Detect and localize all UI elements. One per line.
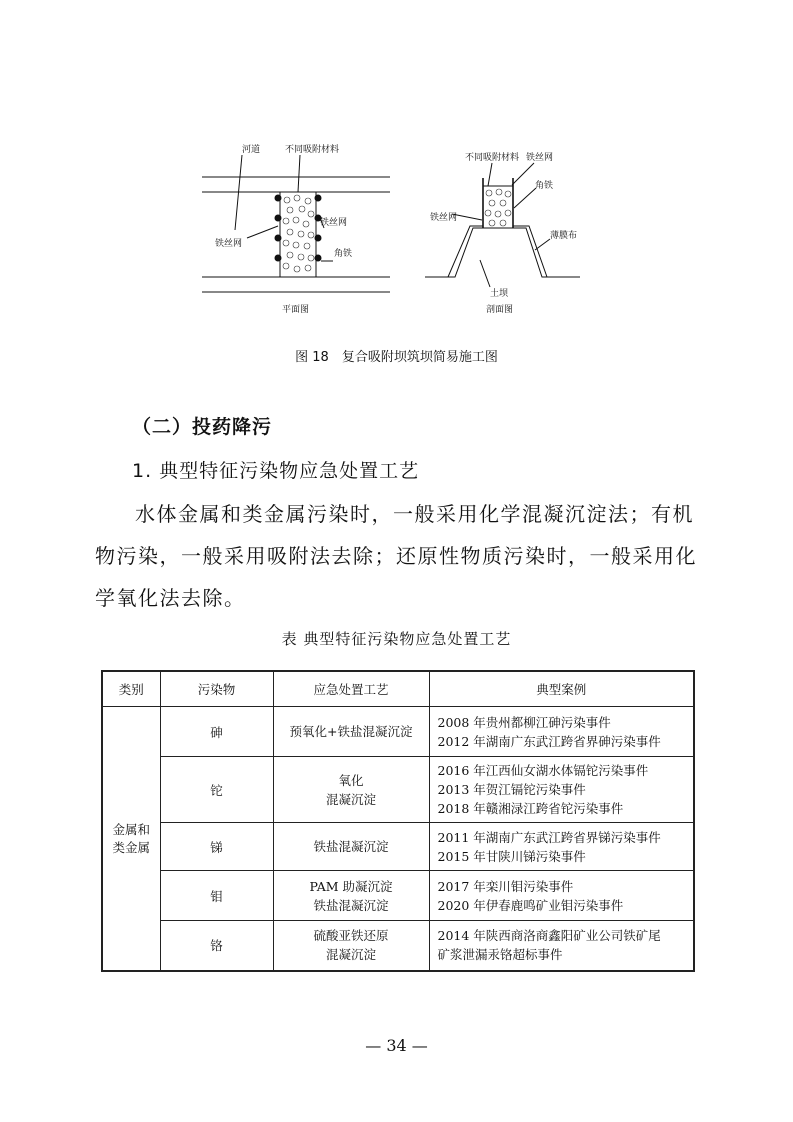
table-row bbox=[102, 921, 694, 971]
process-line: 硫酸亚铁还原 bbox=[313, 928, 389, 944]
table-row bbox=[102, 871, 694, 921]
section-view-label: 剖面图 bbox=[486, 305, 514, 315]
process-cell bbox=[273, 757, 429, 823]
sub-heading: 1. 典型特征污染物应急处置工艺 bbox=[132, 460, 420, 482]
category-cell bbox=[102, 707, 160, 971]
process-line: 氧化 bbox=[338, 772, 364, 788]
header-pollutant: 污染物 bbox=[160, 671, 273, 707]
section-wire-mesh-top-label: 铁丝网 bbox=[526, 153, 554, 163]
plan-view-label: 平面图 bbox=[282, 305, 310, 315]
plan-view bbox=[202, 155, 390, 292]
category-line: 金属和 bbox=[112, 822, 150, 838]
table-row bbox=[102, 707, 694, 757]
header-process: 应急处置工艺 bbox=[273, 671, 429, 707]
table-row bbox=[102, 823, 694, 871]
section-membrane-label: 薄膜布 bbox=[550, 231, 578, 241]
pollutant-cell: 锑 bbox=[160, 823, 273, 871]
case-cell bbox=[429, 757, 694, 823]
table-header-row bbox=[102, 671, 694, 707]
pollutant-cell: 钼 bbox=[160, 871, 273, 921]
category-line: 类金属 bbox=[112, 840, 150, 856]
case-line: 矿浆泄漏汞铬超标事件 bbox=[437, 947, 563, 963]
process-cell bbox=[273, 921, 429, 971]
section-materials-label: 不同吸附材料 bbox=[465, 153, 520, 163]
plan-wire-mesh-left-label: 铁丝网 bbox=[215, 239, 243, 249]
header-category: 类别 bbox=[102, 671, 160, 707]
process-line: 铁盐混凝沉淀 bbox=[313, 897, 389, 913]
case-cell bbox=[429, 871, 694, 921]
case-line: 2011 年湖南广东武江跨省界锑污染事件 bbox=[437, 829, 661, 845]
pollutant-cell: 砷 bbox=[160, 707, 273, 757]
page-number: — 34 — bbox=[365, 1036, 428, 1055]
case-line: 2015 年甘陕川锑污染事件 bbox=[437, 848, 586, 864]
section-heading: （二）投药降污 bbox=[132, 416, 273, 438]
case-line: 2017 年栾川钼污染事件 bbox=[437, 878, 574, 894]
table-title: 表 典型特征污染物应急处置工艺 bbox=[281, 630, 512, 648]
case-line: 2016 年江西仙女湖水体镉铊污染事件 bbox=[437, 763, 649, 778]
dam-diagram-svg bbox=[190, 130, 610, 330]
case-line: 2012 年湖南广东武江跨省界砷污染事件 bbox=[437, 733, 661, 749]
plan-wire-mesh-right-label: 铁丝网 bbox=[320, 218, 348, 228]
case-cell bbox=[429, 823, 694, 871]
header-cases: 典型案例 bbox=[429, 671, 694, 707]
construction-diagram bbox=[190, 130, 610, 330]
process-line: 预氧化+铁盐混凝沉淀 bbox=[289, 724, 413, 739]
process-line: 混凝沉淀 bbox=[325, 791, 376, 807]
section-earth-dam-label: 土坝 bbox=[490, 289, 509, 299]
section-wire-mesh-left-label: 铁丝网 bbox=[430, 213, 458, 223]
section-angle-iron-label: 角铁 bbox=[535, 181, 554, 191]
process-line: 铁盐混凝沉淀 bbox=[313, 839, 389, 854]
table-row bbox=[102, 757, 694, 823]
body-paragraph: 水体金属和类金属污染时，一般采用化学混凝沉淀法；有机物污染，一般采用吸附法去除；还原性物质污染时，一般采用化学氧化法去除。 bbox=[95, 502, 697, 610]
pollutant-process-table bbox=[101, 670, 695, 972]
process-line: 混凝沉淀 bbox=[325, 947, 376, 963]
plan-materials-label: 不同吸附材料 bbox=[285, 145, 340, 155]
process-cell bbox=[273, 823, 429, 871]
case-line: 2008 年贵州都柳江砷污染事件 bbox=[437, 714, 611, 730]
figure-caption: 图 18 复合吸附坝筑坝简易施工图 bbox=[295, 350, 498, 365]
section-view bbox=[425, 163, 580, 287]
case-line: 2018 年赣湘渌江跨省铊污染事件 bbox=[437, 801, 624, 816]
process-cell bbox=[273, 871, 429, 921]
plan-river-label: 河道 bbox=[242, 145, 261, 155]
pollutant-cell: 铬 bbox=[160, 921, 273, 971]
plan-angle-iron-label: 角铁 bbox=[334, 249, 353, 259]
case-line: 2013 年贺江镉铊污染事件 bbox=[437, 782, 586, 797]
process-cell bbox=[273, 707, 429, 757]
case-line: 2014 年陕西商洛商鑫阳矿业公司铁矿尾 bbox=[437, 928, 661, 944]
case-cell bbox=[429, 707, 694, 757]
process-line: PAM 助凝沉淀 bbox=[309, 878, 393, 894]
case-cell bbox=[429, 921, 694, 971]
case-line: 2020 年伊春鹿鸣矿业钼污染事件 bbox=[437, 897, 624, 913]
pollutant-cell: 铊 bbox=[160, 757, 273, 823]
